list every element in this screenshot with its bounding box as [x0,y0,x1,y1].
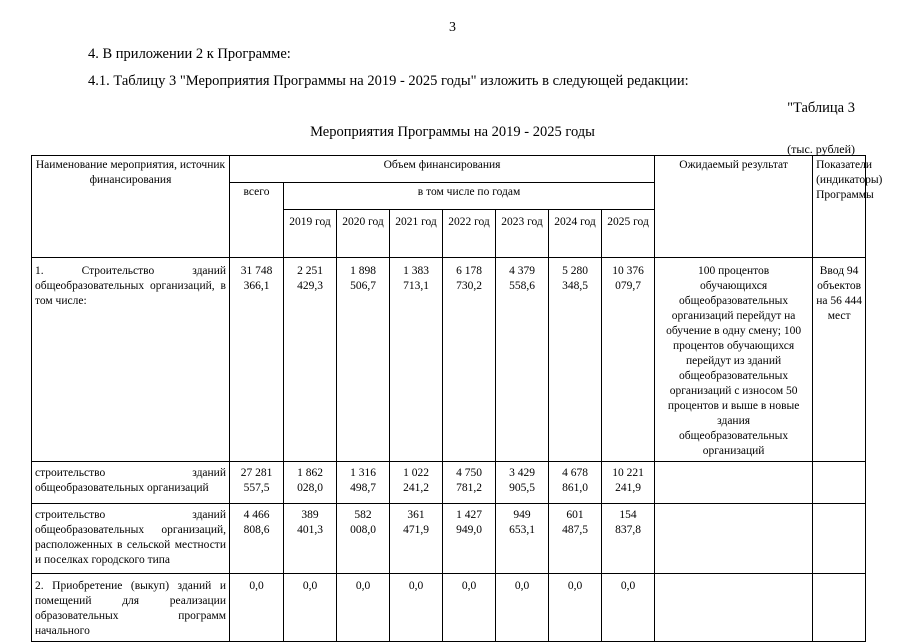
row-year-value: 0,0 [284,574,337,642]
row-year-value: 0,0 [549,574,602,642]
row-name: 2. Приобретение (выкуп) зданий и помещений для реализации образовательных программ начального [32,574,230,642]
row-result [655,504,813,574]
row-year-value: 1 022 241,2 [390,462,443,504]
header-name: Наименование мероприятия, источник финансирования [32,156,230,258]
header-indicators: Показатели (индикаторы) Программы [813,156,866,258]
row-result [655,574,813,642]
row-year-value: 0,0 [337,574,390,642]
row-year-value: 6 178 730,2 [443,258,496,462]
row-year-value: 3 429 905,5 [496,462,549,504]
row-indicator [813,574,866,642]
row-year-value: 0,0 [390,574,443,642]
table-title: Мероприятия Программы на 2019 - 2025 годы [310,124,595,140]
page-number: 3 [449,20,456,35]
row-name: строительство зданий общеобразовательных организаций, расположенных в сельской местности и поселках городского типа [32,504,230,574]
row-year-value: 1 427 949,0 [443,504,496,574]
header-year: 2022 год [443,210,496,258]
header-result: Ожидаемый результат [655,156,813,258]
row-year-value: 601 487,5 [549,504,602,574]
row-year-value: 154 837,8 [602,504,655,574]
row-indicator [813,504,866,574]
row-total: 0,0 [230,574,284,642]
row-year-value: 361 471,9 [390,504,443,574]
row-indicator [813,462,866,504]
table-row [32,258,866,462]
header-year: 2024 год [549,210,602,258]
row-year-value: 0,0 [602,574,655,642]
header-year: 2019 год [284,210,337,258]
row-year-value: 4 379 558,6 [496,258,549,462]
row-result [655,462,813,504]
row-total: 27 281 557,5 [230,462,284,504]
paragraph-2: 4.1. Таблицу 3 "Мероприятия Программы на 2019 - 2025 годы" изложить в следующей редакции: [88,73,689,89]
row-year-value: 4 750 781,2 [443,462,496,504]
row-year-value: 0,0 [496,574,549,642]
table-row [32,574,866,642]
row-year-value: 949 653,1 [496,504,549,574]
header-year: 2023 год [496,210,549,258]
table-row [32,462,866,504]
row-year-value: 10 376 079,7 [602,258,655,462]
header-funding: Объем финансирования [230,156,655,183]
row-year-value: 389 401,3 [284,504,337,574]
row-year-value: 10 221 241,9 [602,462,655,504]
header-by-years: в том числе по годам [284,183,655,210]
row-year-value: 1 898 506,7 [337,258,390,462]
header-year: 2020 год [337,210,390,258]
row-year-value: 1 862 028,0 [284,462,337,504]
units-label: (тыс. рублей) [787,142,855,156]
header-year: 2025 год [602,210,655,258]
table-row [32,504,866,574]
row-year-value: 0,0 [443,574,496,642]
row-year-value: 4 678 861,0 [549,462,602,504]
row-result: 100 процентов обучающихся общеобразовательных организаций перейдут на обучение в одну смену; 100 процентов обучающихся перейдут из зданий общеобразовательных организаций с износом 50 процентов и выше в новые здания общеобразовательных организаций [655,258,813,462]
paragraph-1: 4. В приложении 2 к Программе: [88,46,291,62]
row-year-value: 5 280 348,5 [549,258,602,462]
row-total: 4 466 808,6 [230,504,284,574]
row-year-value: 1 383 713,1 [390,258,443,462]
row-year-value: 1 316 498,7 [337,462,390,504]
header-total: всего [230,183,284,258]
table-label: "Таблица 3 [787,100,855,116]
header-year: 2021 год [390,210,443,258]
row-year-value: 582 008,0 [337,504,390,574]
row-total: 31 748 366,1 [230,258,284,462]
row-name: строительство зданий общеобразовательных организаций [32,462,230,504]
row-indicator: Ввод 94 объектов на 56 444 мест [813,258,866,462]
row-year-value: 2 251 429,3 [284,258,337,462]
row-name: 1. Строительство зданий общеобразовательных организаций, в том числе: [32,258,230,462]
measures-table [31,155,883,642]
